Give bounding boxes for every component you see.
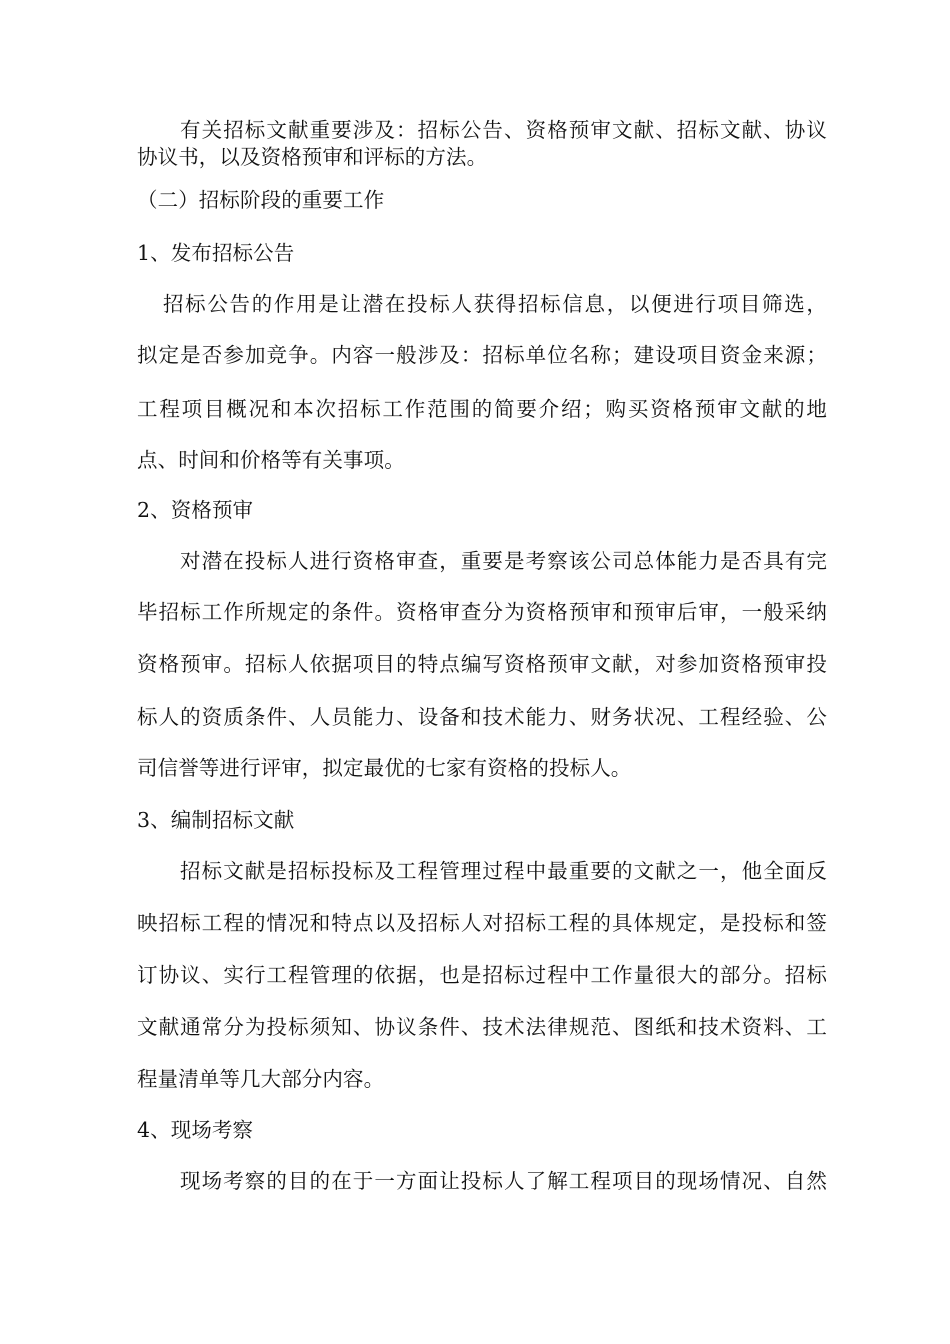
intro-line-1: 有关招标文献重要涉及：招标公告、资格预审文献、招标文献、协议 xyxy=(180,118,827,142)
item-1-line-2: 拟定是否参加竞争。内容一般涉及：招标单位名称；建设项目资金来源； xyxy=(137,343,827,367)
intro-line-2: 协议书，以及资格预审和评标的方法。 xyxy=(137,145,488,169)
item-4-line-1: 现场考察的目的在于一方面让投标人了解工程项目的现场情况、自然 xyxy=(180,1169,827,1193)
section-heading: （二）招标阶段的重要工作 xyxy=(137,188,385,212)
item-3-line-2: 映招标工程的情况和特点以及招标人对招标工程的具体规定，是投标和签 xyxy=(137,911,827,935)
item-1-line-1: 招标公告的作用是让潜在投标人获得招标信息，以便进行项目筛选， xyxy=(163,292,827,316)
item-4-heading: 4、现场考察 xyxy=(137,1118,254,1142)
item-3-line-4: 文献通常分为投标须知、协议条件、技术法律规范、图纸和技术资料、工 xyxy=(137,1015,827,1039)
item-1-line-3: 工程项目概况和本次招标工作范围的简要介绍；购买资格预审文献的地 xyxy=(137,397,827,421)
item-2-line-3: 资格预审。招标人依据项目的特点编写资格预审文献，对参加资格预审投 xyxy=(137,652,827,676)
item-3-line-3: 订协议、实行工程管理的依据，也是招标过程中工作量很大的部分。招标 xyxy=(137,963,827,987)
item-3-heading: 3、编制招标文献 xyxy=(137,808,295,832)
item-1-heading: 1、发布招标公告 xyxy=(137,241,295,265)
item-2-line-2: 毕招标工作所规定的条件。资格审查分为资格预审和预审后审，一般采纳 xyxy=(137,600,827,624)
item-2-line-1: 对潜在投标人进行资格审查，重要是考察该公司总体能力是否具有完 xyxy=(180,549,827,573)
item-2-line-5: 司信誉等进行评审，拟定最优的七家有资格的投标人。 xyxy=(137,756,632,780)
item-3-line-5: 程量清单等几大部分内容。 xyxy=(137,1067,385,1091)
item-1-line-4: 点、时间和价格等有关事项。 xyxy=(137,448,405,472)
item-3-line-1: 招标文献是招标投标及工程管理过程中最重要的文献之一，他全面反 xyxy=(180,859,827,883)
item-2-heading: 2、资格预审 xyxy=(137,498,254,522)
item-2-line-4: 标人的资质条件、人员能力、设备和技术能力、财务状况、工程经验、公 xyxy=(137,705,827,729)
